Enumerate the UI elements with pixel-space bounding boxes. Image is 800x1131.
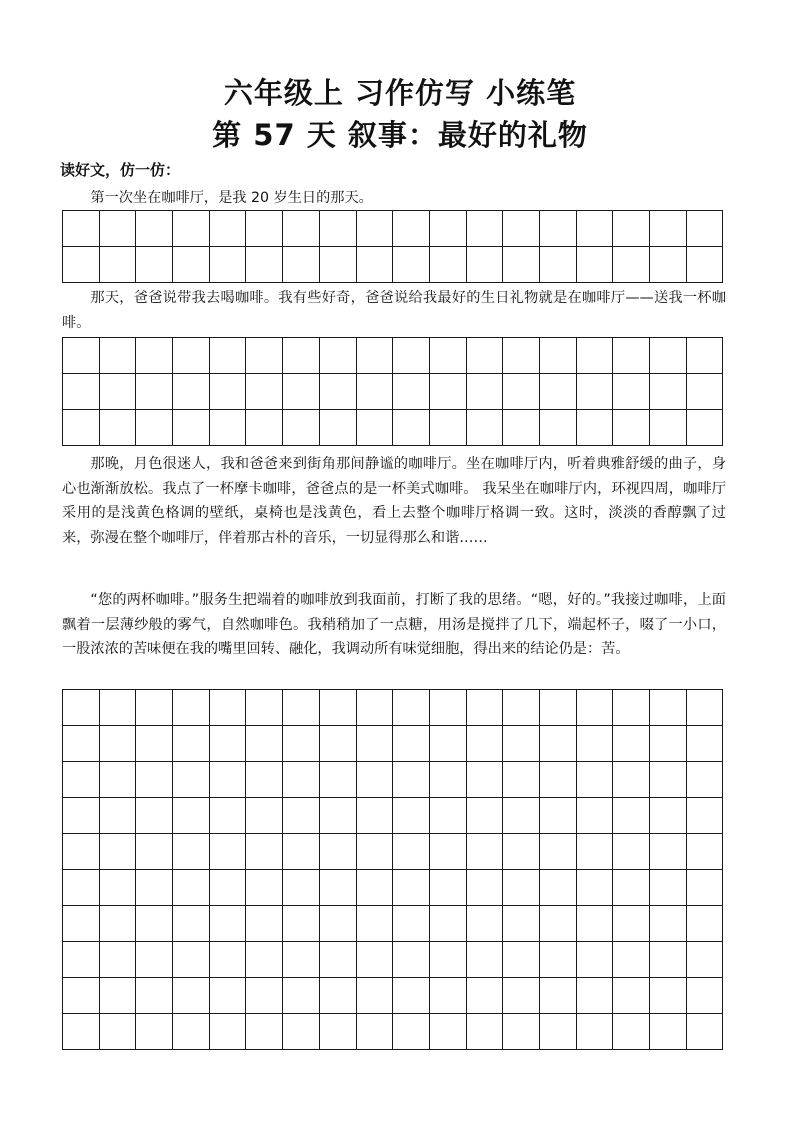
grid-cell[interactable] — [357, 1014, 394, 1050]
paragraph-4: “您的两杯咖啡。”服务生把端着的咖啡放到我面前，打断了我的思绪。“嗯，好的。”我接过咖啡，上面飘着一层薄纱般的雾气，自然咖啡色。我稍稍加了一点糖，用汤是搅拌了几下，端起杯子，啜了一小口，一股浓浓的苦味便在我的嘴里回转、融化，我调动所有味觉细胞，得出来的结论仍是：苦。 — [62, 592, 726, 657]
grid-cell[interactable] — [210, 690, 247, 726]
grid-cell[interactable] — [100, 1014, 137, 1050]
grid-cell[interactable] — [100, 762, 137, 798]
grid-cell[interactable] — [173, 978, 210, 1014]
grid-cell[interactable] — [136, 1014, 173, 1050]
grid-cell[interactable] — [63, 906, 100, 942]
grid-cell[interactable] — [650, 834, 687, 870]
grid-cell[interactable] — [503, 1014, 540, 1050]
grid-cell[interactable] — [687, 247, 724, 283]
grid-cell[interactable] — [320, 870, 357, 906]
grid-cell[interactable] — [393, 726, 430, 762]
grid-cell[interactable] — [503, 762, 540, 798]
grid-cell[interactable] — [430, 906, 467, 942]
grid-cell[interactable] — [650, 762, 687, 798]
grid-cell[interactable] — [613, 1014, 650, 1050]
grid-cell[interactable] — [540, 690, 577, 726]
grid-cell[interactable] — [136, 247, 173, 283]
grid-cell[interactable] — [100, 410, 137, 446]
grid-cell[interactable] — [320, 338, 357, 374]
grid-cell[interactable] — [540, 410, 577, 446]
grid-cell[interactable] — [246, 1014, 283, 1050]
grid-cell[interactable] — [467, 726, 504, 762]
grid-cell[interactable] — [173, 374, 210, 410]
grid-cell[interactable] — [357, 870, 394, 906]
grid-cell[interactable] — [467, 798, 504, 834]
grid-cell[interactable] — [173, 762, 210, 798]
grid-cell[interactable] — [687, 211, 724, 247]
grid-cell[interactable] — [393, 374, 430, 410]
grid-cell[interactable] — [687, 798, 724, 834]
grid-cell[interactable] — [320, 374, 357, 410]
worksheet-title: 六年级上 习作仿写 小练笔 — [223, 76, 577, 110]
grid-cell[interactable] — [650, 798, 687, 834]
grid-cell[interactable] — [210, 726, 247, 762]
grid-cell[interactable] — [320, 410, 357, 446]
grid-cell[interactable] — [63, 338, 100, 374]
grid-cell[interactable] — [210, 834, 247, 870]
grid-cell[interactable] — [136, 211, 173, 247]
grid-cell[interactable] — [393, 338, 430, 374]
grid-cell[interactable] — [430, 942, 467, 978]
grid-cell[interactable] — [100, 798, 137, 834]
grid-cell[interactable] — [430, 1014, 467, 1050]
grid-cell[interactable] — [283, 374, 320, 410]
grid-cell[interactable] — [63, 726, 100, 762]
grid-cell[interactable] — [540, 906, 577, 942]
grid-cell[interactable] — [63, 211, 100, 247]
worksheet-subtitle: 第 57 天 叙事：最好的礼物 — [212, 118, 588, 152]
grid-cell[interactable] — [246, 690, 283, 726]
grid-cell[interactable] — [613, 410, 650, 446]
grid-cell[interactable] — [430, 726, 467, 762]
grid-cell[interactable] — [283, 834, 320, 870]
grid-cell[interactable] — [687, 834, 724, 870]
grid-cell[interactable] — [467, 834, 504, 870]
grid-cell[interactable] — [357, 942, 394, 978]
grid-cell[interactable] — [63, 762, 100, 798]
grid-cell[interactable] — [650, 374, 687, 410]
grid-cell[interactable] — [320, 798, 357, 834]
grid-cell[interactable] — [100, 870, 137, 906]
grid-cell[interactable] — [430, 978, 467, 1014]
grid-cell[interactable] — [577, 1014, 614, 1050]
paragraph-1: 第一次坐在咖啡厅，是我 20 岁生日的那天。 — [90, 190, 373, 206]
grid-cell[interactable] — [246, 870, 283, 906]
grid-cell[interactable] — [687, 690, 724, 726]
grid-cell[interactable] — [210, 906, 247, 942]
grid-cell[interactable] — [613, 978, 650, 1014]
grid-cell[interactable] — [63, 834, 100, 870]
grid-cell[interactable] — [613, 762, 650, 798]
grid-cell[interactable] — [650, 690, 687, 726]
grid-cell[interactable] — [173, 410, 210, 446]
grid-cell[interactable] — [136, 942, 173, 978]
grid-cell[interactable] — [173, 798, 210, 834]
grid-cell[interactable] — [136, 870, 173, 906]
grid-cell[interactable] — [246, 211, 283, 247]
grid-cell[interactable] — [283, 726, 320, 762]
grid-cell[interactable] — [540, 374, 577, 410]
grid-cell[interactable] — [540, 211, 577, 247]
grid-cell[interactable] — [246, 374, 283, 410]
grid-cell[interactable] — [320, 978, 357, 1014]
grid-cell[interactable] — [320, 834, 357, 870]
grid-cell[interactable] — [283, 978, 320, 1014]
grid-cell[interactable] — [687, 870, 724, 906]
grid-cell[interactable] — [540, 870, 577, 906]
grid-cell[interactable] — [357, 690, 394, 726]
grid-cell[interactable] — [210, 798, 247, 834]
grid-cell[interactable] — [100, 726, 137, 762]
grid-cell[interactable] — [503, 798, 540, 834]
grid-cell[interactable] — [650, 1014, 687, 1050]
grid-cell[interactable] — [357, 338, 394, 374]
grid-cell[interactable] — [503, 906, 540, 942]
grid-cell[interactable] — [63, 247, 100, 283]
grid-cell[interactable] — [467, 870, 504, 906]
grid-cell[interactable] — [393, 978, 430, 1014]
grid-cell[interactable] — [430, 798, 467, 834]
grid-cell[interactable] — [357, 247, 394, 283]
grid-cell[interactable] — [687, 338, 724, 374]
grid-cell[interactable] — [613, 906, 650, 942]
grid-cell[interactable] — [467, 211, 504, 247]
grid-cell[interactable] — [320, 762, 357, 798]
grid-cell[interactable] — [393, 870, 430, 906]
grid-cell[interactable] — [687, 762, 724, 798]
grid-cell[interactable] — [63, 374, 100, 410]
grid-cell[interactable] — [136, 906, 173, 942]
grid-cell[interactable] — [467, 978, 504, 1014]
grid-cell[interactable] — [577, 942, 614, 978]
grid-cell[interactable] — [540, 1014, 577, 1050]
grid-cell[interactable] — [687, 942, 724, 978]
grid-cell[interactable] — [393, 410, 430, 446]
grid-cell[interactable] — [173, 211, 210, 247]
section-label: 读好文，仿一仿： — [60, 161, 181, 179]
grid-cell[interactable] — [650, 942, 687, 978]
grid-cell[interactable] — [63, 870, 100, 906]
grid-cell[interactable] — [210, 338, 247, 374]
grid-cell[interactable] — [210, 1014, 247, 1050]
writing-grid-2[interactable] — [62, 337, 723, 446]
grid-cell[interactable] — [650, 247, 687, 283]
paragraph-3: 那晚，月色很迷人，我和爸爸来到街角那间静谧的咖啡厅。坐在咖啡厅内，听着典雅舒缓的曲子，身心也渐渐放松。我点了一杯摩卡咖啡，爸爸点的是一杯美式咖啡。 我呆坐在咖啡厅内，环视四周，咖啡厅采用的是浅黄色格调的壁纸，桌椅也是浅黄色，看上去整个咖啡厅格调一致。这时，淡淡的香醇飘了过来，弥漫在整个咖啡厅，伴着那古朴的音乐，一切显得那么和谐…… — [62, 456, 726, 546]
grid-cell[interactable] — [63, 410, 100, 446]
grid-cell[interactable] — [210, 762, 247, 798]
grid-cell[interactable] — [577, 690, 614, 726]
grid-cell[interactable] — [393, 798, 430, 834]
grid-cell[interactable] — [577, 726, 614, 762]
grid-cell[interactable] — [283, 1014, 320, 1050]
grid-cell[interactable] — [577, 798, 614, 834]
grid-cell[interactable] — [540, 798, 577, 834]
grid-cell[interactable] — [687, 410, 724, 446]
grid-cell[interactable] — [283, 798, 320, 834]
grid-cell[interactable] — [650, 978, 687, 1014]
grid-cell[interactable] — [246, 906, 283, 942]
grid-cell[interactable] — [357, 762, 394, 798]
grid-cell[interactable] — [467, 942, 504, 978]
grid-cell[interactable] — [503, 211, 540, 247]
grid-cell[interactable] — [136, 410, 173, 446]
grid-cell[interactable] — [613, 726, 650, 762]
grid-cell[interactable] — [613, 338, 650, 374]
grid-cell[interactable] — [357, 834, 394, 870]
grid-cell[interactable] — [613, 211, 650, 247]
grid-cell[interactable] — [650, 726, 687, 762]
grid-cell[interactable] — [577, 410, 614, 446]
grid-cell[interactable] — [320, 690, 357, 726]
grid-cell[interactable] — [246, 978, 283, 1014]
grid-cell[interactable] — [540, 978, 577, 1014]
grid-cell[interactable] — [320, 726, 357, 762]
grid-cell[interactable] — [577, 247, 614, 283]
grid-cell[interactable] — [393, 762, 430, 798]
grid-cell[interactable] — [393, 942, 430, 978]
grid-cell[interactable] — [613, 247, 650, 283]
grid-cell[interactable] — [687, 906, 724, 942]
grid-cell[interactable] — [540, 726, 577, 762]
grid-cell[interactable] — [173, 834, 210, 870]
grid-cell[interactable] — [320, 906, 357, 942]
grid-cell[interactable] — [136, 834, 173, 870]
grid-cell[interactable] — [283, 211, 320, 247]
grid-cell[interactable] — [100, 942, 137, 978]
grid-cell[interactable] — [650, 211, 687, 247]
grid-cell[interactable] — [467, 762, 504, 798]
grid-cell[interactable] — [246, 410, 283, 446]
grid-cell[interactable] — [246, 726, 283, 762]
grid-cell[interactable] — [467, 410, 504, 446]
grid-cell[interactable] — [430, 211, 467, 247]
grid-cell[interactable] — [246, 762, 283, 798]
grid-cell[interactable] — [503, 942, 540, 978]
grid-cell[interactable] — [650, 870, 687, 906]
grid-cell[interactable] — [613, 690, 650, 726]
grid-cell[interactable] — [136, 690, 173, 726]
grid-cell[interactable] — [540, 247, 577, 283]
grid-cell[interactable] — [393, 247, 430, 283]
grid-cell[interactable] — [357, 798, 394, 834]
grid-cell[interactable] — [503, 834, 540, 870]
grid-cell[interactable] — [430, 762, 467, 798]
grid-cell[interactable] — [100, 834, 137, 870]
grid-cell[interactable] — [173, 1014, 210, 1050]
grid-cell[interactable] — [136, 374, 173, 410]
grid-cell[interactable] — [613, 870, 650, 906]
grid-cell[interactable] — [173, 338, 210, 374]
grid-cell[interactable] — [320, 211, 357, 247]
grid-cell[interactable] — [283, 762, 320, 798]
grid-cell[interactable] — [320, 247, 357, 283]
grid-cell[interactable] — [210, 247, 247, 283]
grid-cell[interactable] — [577, 211, 614, 247]
grid-cell[interactable] — [283, 247, 320, 283]
grid-cell[interactable] — [503, 410, 540, 446]
grid-cell[interactable] — [320, 1014, 357, 1050]
grid-cell[interactable] — [430, 338, 467, 374]
grid-cell[interactable] — [210, 870, 247, 906]
grid-cell[interactable] — [650, 338, 687, 374]
grid-cell[interactable] — [136, 338, 173, 374]
grid-cell[interactable] — [393, 690, 430, 726]
grid-cell[interactable] — [246, 338, 283, 374]
grid-cell[interactable] — [100, 338, 137, 374]
grid-cell[interactable] — [357, 906, 394, 942]
grid-cell[interactable] — [100, 978, 137, 1014]
grid-cell[interactable] — [63, 942, 100, 978]
grid-cell[interactable] — [503, 690, 540, 726]
grid-cell[interactable] — [393, 834, 430, 870]
grid-cell[interactable] — [430, 870, 467, 906]
grid-cell[interactable] — [357, 211, 394, 247]
grid-cell[interactable] — [283, 410, 320, 446]
grid-cell[interactable] — [540, 942, 577, 978]
grid-cell[interactable] — [357, 374, 394, 410]
grid-cell[interactable] — [540, 338, 577, 374]
grid-cell[interactable] — [613, 798, 650, 834]
grid-cell[interactable] — [430, 247, 467, 283]
grid-cell[interactable] — [173, 870, 210, 906]
grid-cell[interactable] — [540, 762, 577, 798]
grid-cell[interactable] — [467, 690, 504, 726]
grid-cell[interactable] — [503, 247, 540, 283]
grid-cell[interactable] — [173, 726, 210, 762]
grid-cell[interactable] — [63, 1014, 100, 1050]
grid-cell[interactable] — [357, 410, 394, 446]
grid-cell[interactable] — [613, 942, 650, 978]
paragraph-2: 那天，爸爸说带我去喝咖啡。我有些好奇，爸爸说给我最好的生日礼物就是在咖啡厅——送我一杯咖啡。 — [62, 290, 726, 331]
grid-cell[interactable] — [283, 338, 320, 374]
grid-cell[interactable] — [613, 834, 650, 870]
grid-cell[interactable] — [210, 211, 247, 247]
grid-cell[interactable] — [577, 978, 614, 1014]
grid-cell[interactable] — [210, 410, 247, 446]
grid-cell[interactable] — [393, 906, 430, 942]
grid-cell[interactable] — [430, 374, 467, 410]
grid-cell[interactable] — [173, 247, 210, 283]
grid-cell[interactable] — [283, 870, 320, 906]
writing-grid-1[interactable] — [62, 210, 723, 283]
grid-cell[interactable] — [173, 942, 210, 978]
grid-cell[interactable] — [577, 906, 614, 942]
grid-cell[interactable] — [136, 726, 173, 762]
grid-cell[interactable] — [650, 906, 687, 942]
grid-cell[interactable] — [540, 834, 577, 870]
grid-cell[interactable] — [577, 870, 614, 906]
grid-cell[interactable] — [63, 690, 100, 726]
grid-cell[interactable] — [577, 834, 614, 870]
grid-cell[interactable] — [210, 942, 247, 978]
grid-cell[interactable] — [467, 374, 504, 410]
grid-cell[interactable] — [283, 690, 320, 726]
grid-cell[interactable] — [687, 726, 724, 762]
grid-cell[interactable] — [430, 834, 467, 870]
grid-cell[interactable] — [136, 978, 173, 1014]
grid-cell[interactable] — [687, 978, 724, 1014]
grid-cell[interactable] — [136, 798, 173, 834]
grid-cell[interactable] — [430, 410, 467, 446]
grid-cell[interactable] — [577, 374, 614, 410]
grid-cell[interactable] — [63, 978, 100, 1014]
grid-cell[interactable] — [650, 410, 687, 446]
grid-cell[interactable] — [100, 211, 137, 247]
grid-cell[interactable] — [687, 1014, 724, 1050]
grid-cell[interactable] — [136, 762, 173, 798]
grid-cell[interactable] — [246, 834, 283, 870]
grid-cell[interactable] — [503, 726, 540, 762]
grid-cell[interactable] — [357, 978, 394, 1014]
grid-cell[interactable] — [393, 211, 430, 247]
grid-cell[interactable] — [613, 374, 650, 410]
grid-cell[interactable] — [246, 798, 283, 834]
grid-cell[interactable] — [503, 338, 540, 374]
grid-cell[interactable] — [467, 1014, 504, 1050]
grid-cell[interactable] — [577, 338, 614, 374]
grid-cell[interactable] — [246, 247, 283, 283]
grid-cell[interactable] — [100, 247, 137, 283]
grid-cell[interactable] — [467, 906, 504, 942]
grid-cell[interactable] — [320, 942, 357, 978]
grid-cell[interactable] — [173, 690, 210, 726]
grid-cell[interactable] — [210, 978, 247, 1014]
grid-cell[interactable] — [503, 374, 540, 410]
writing-grid-3[interactable] — [62, 689, 723, 1050]
grid-cell[interactable] — [357, 726, 394, 762]
grid-cell[interactable] — [246, 942, 283, 978]
grid-cell[interactable] — [503, 978, 540, 1014]
grid-cell[interactable] — [577, 762, 614, 798]
grid-cell[interactable] — [210, 374, 247, 410]
grid-cell[interactable] — [100, 374, 137, 410]
grid-cell[interactable] — [687, 374, 724, 410]
grid-cell[interactable] — [503, 870, 540, 906]
grid-cell[interactable] — [173, 906, 210, 942]
grid-cell[interactable] — [467, 338, 504, 374]
grid-cell[interactable] — [100, 690, 137, 726]
grid-cell[interactable] — [467, 247, 504, 283]
grid-cell[interactable] — [283, 942, 320, 978]
grid-cell[interactable] — [63, 798, 100, 834]
grid-cell[interactable] — [100, 906, 137, 942]
grid-cell[interactable] — [283, 906, 320, 942]
grid-cell[interactable] — [430, 690, 467, 726]
grid-cell[interactable] — [393, 1014, 430, 1050]
